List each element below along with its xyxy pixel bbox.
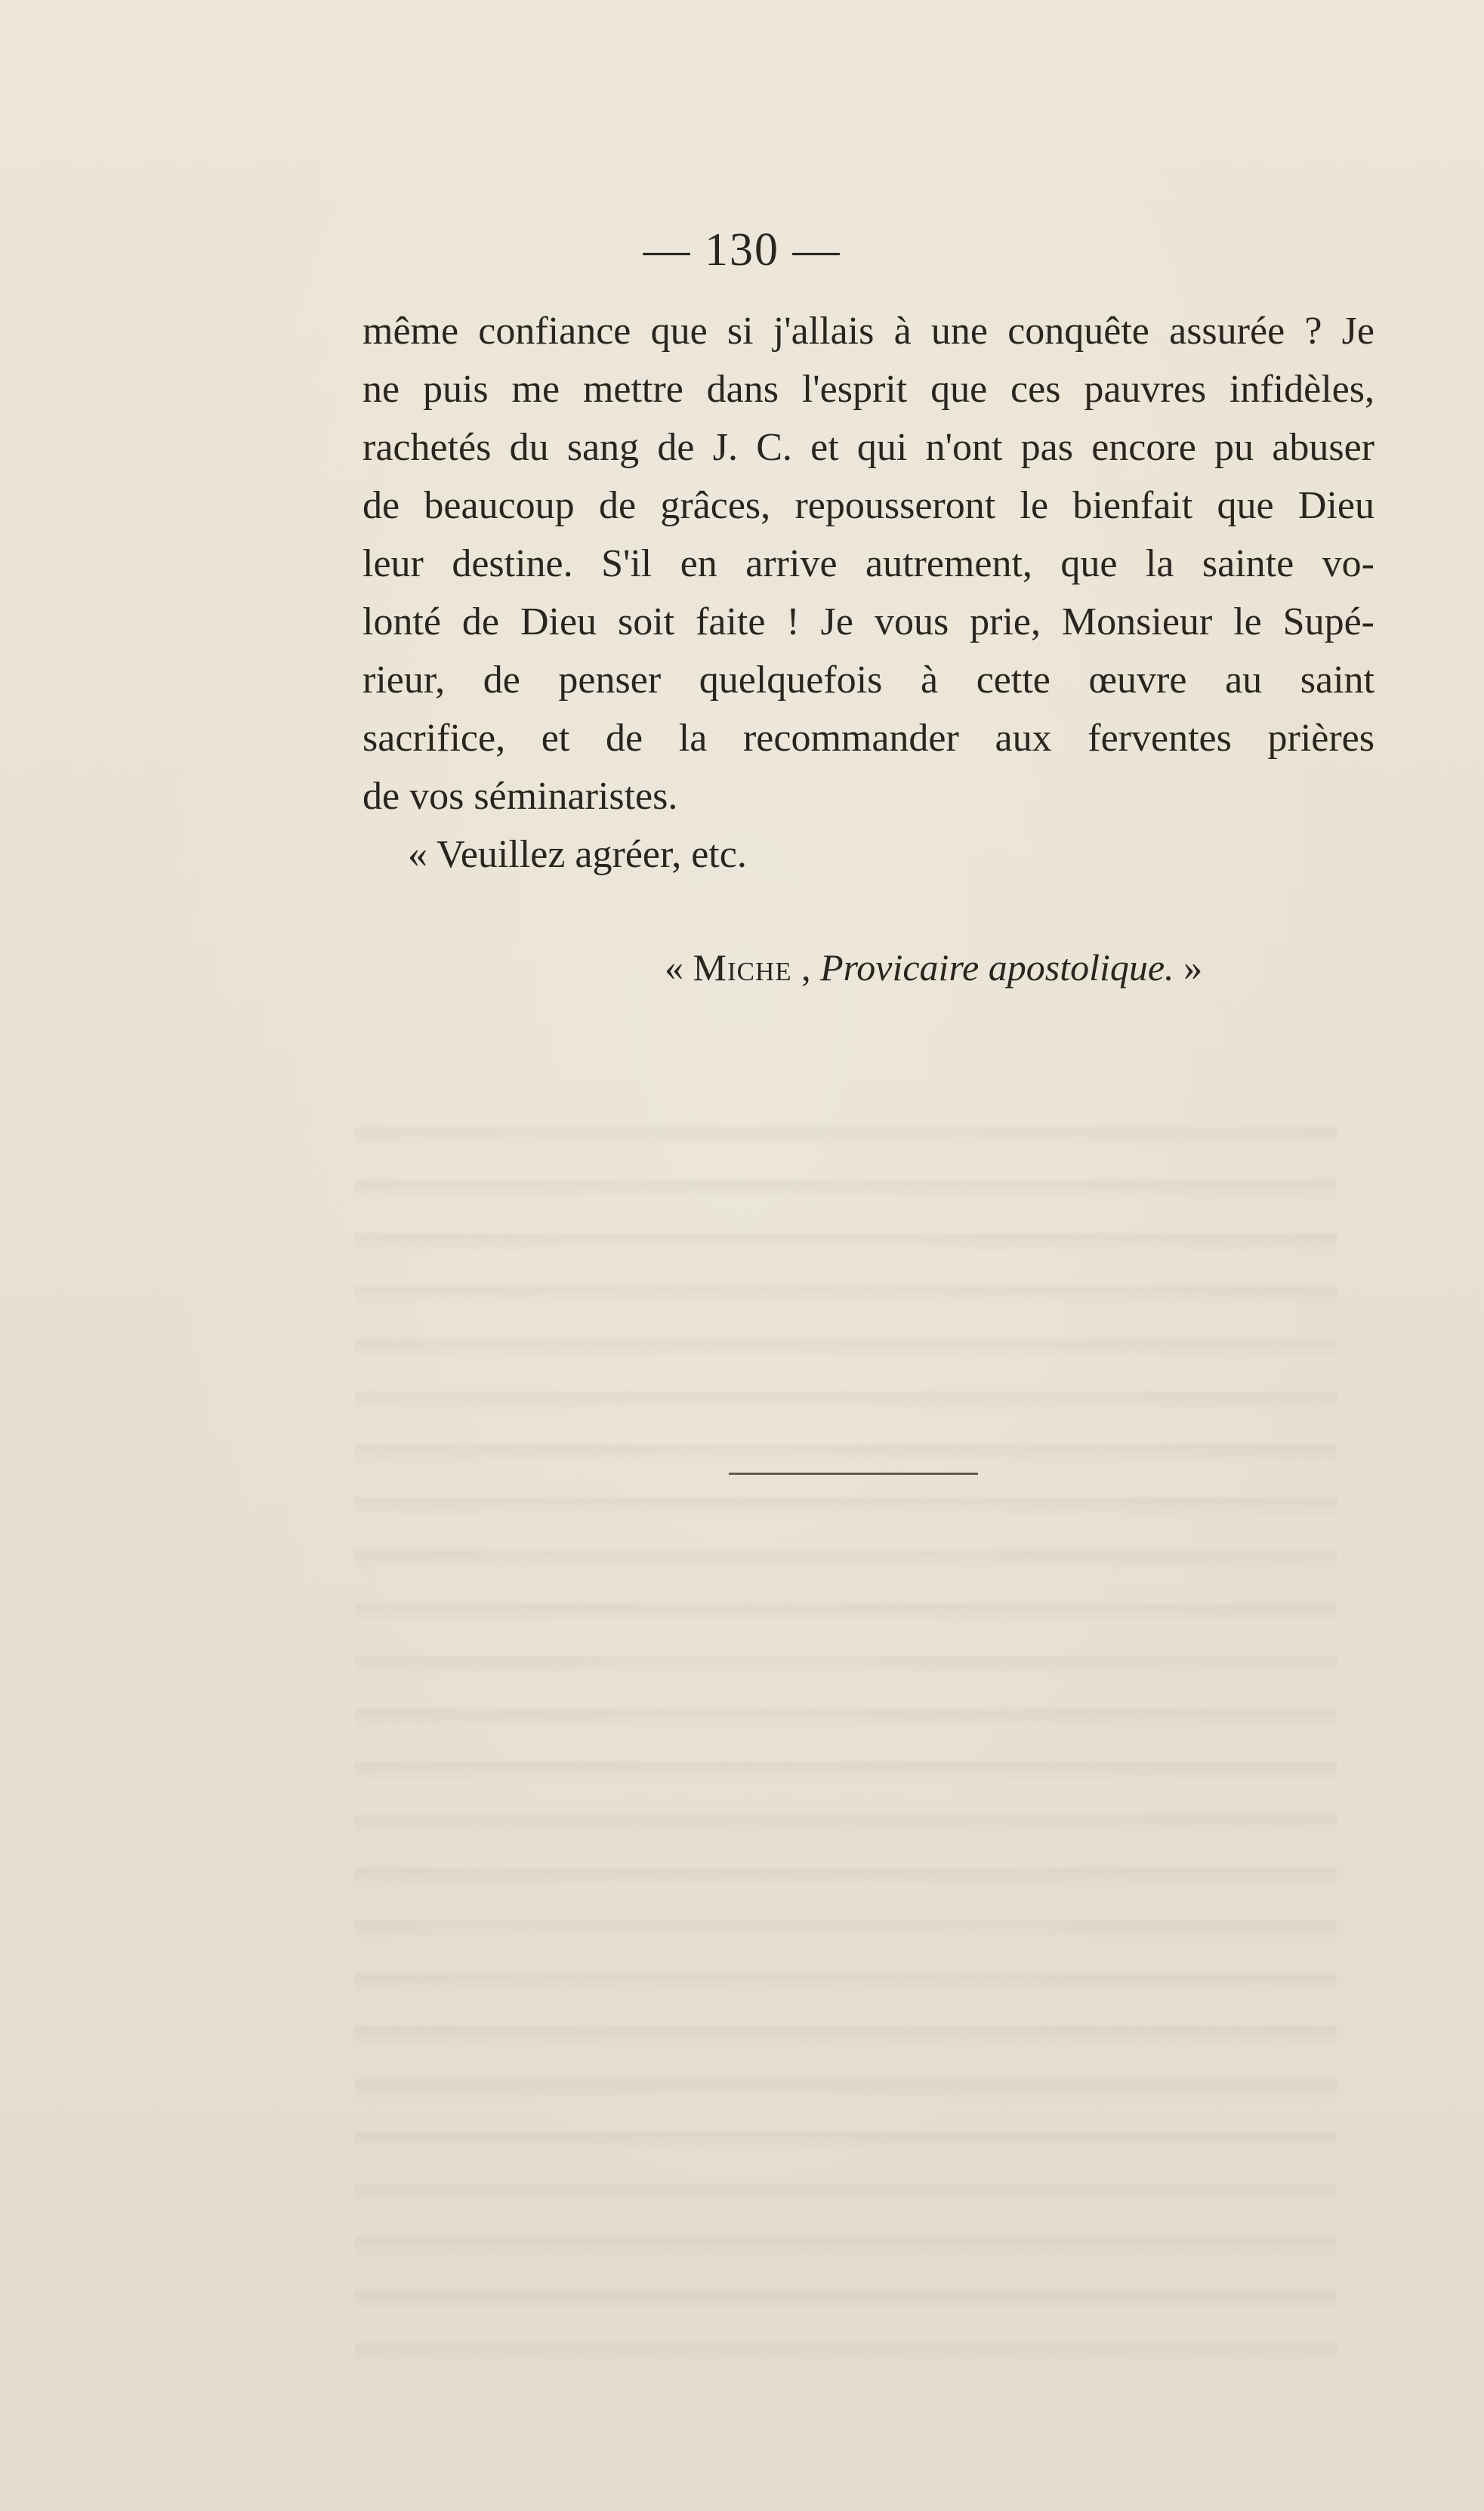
text-line: ne puis me mettre dans l'esprit que ces pauvres infidèles, [363, 368, 1374, 411]
text-line: rachetés du sang de J. C. et qui n'ont pas encore pu abuser [363, 426, 1374, 469]
signature-separator: , [791, 946, 821, 989]
text-line: de beaucoup de grâces, repousseront le bienfait que Dieu [363, 484, 1374, 527]
text-line: lonté de Dieu soit faite ! Je vous prie, Monsieur le Supé- [363, 600, 1374, 643]
text-line: sacrifice, et de la recommander aux ferventes prières [363, 717, 1374, 760]
signature-close-quote: » [1174, 946, 1203, 989]
signature-name: Miche [693, 946, 792, 989]
signature [665, 945, 1202, 989]
page-number: — 130 — [643, 224, 841, 276]
text-line: rieur, de penser quelquefois à cette œuvre au saint [363, 659, 1374, 702]
text-line: leur destine. S'il en arrive autrement, que la sainte vo- [363, 542, 1374, 585]
signature-open-quote: « [665, 946, 693, 989]
closing-line: « Veuillez agréer, etc. [408, 833, 747, 876]
body-text [363, 302, 1374, 884]
text-line: même confiance que si j'allais à une conquête assurée ? Je [363, 310, 1374, 353]
show-through-texture [355, 1095, 1337, 2379]
text-line: de vos séminaristes. [363, 775, 678, 818]
section-divider [729, 1473, 978, 1475]
signature-title: Provicaire apostolique. [820, 946, 1174, 989]
